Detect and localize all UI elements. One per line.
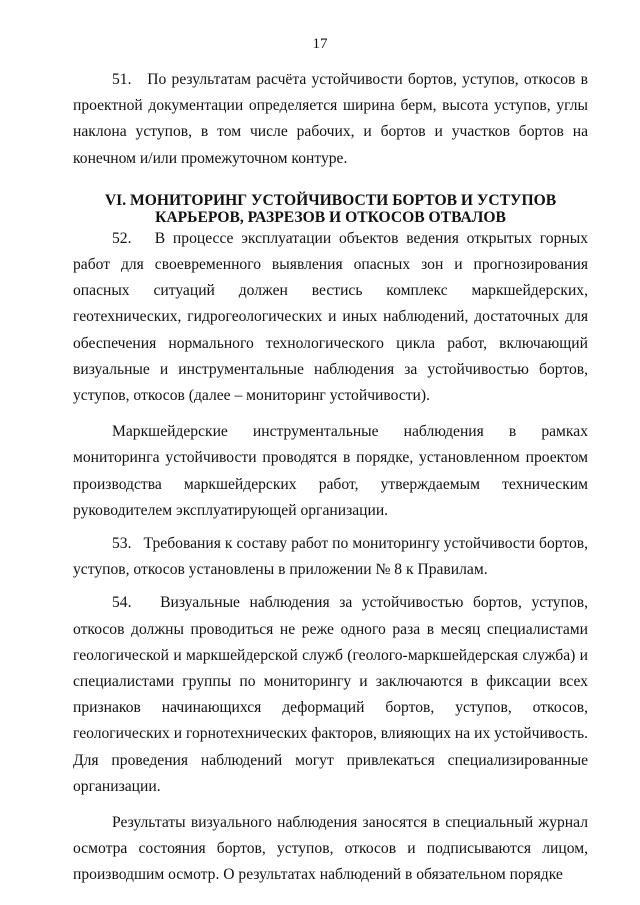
paragraph-54-continued: Результаты визуального наблюдения заносятся в специальный журнал осмотра состояния бортов, уступов, откосов и подписываются лицом, производшим осмотр. О результатах наблюдений в обязательном порядке [73, 814, 588, 884]
paragraph-54: 54. Визуальные наблюдения за устойчивостью бортов, уступов, откосов должны проводиться не реже одного раза в месяц специалистами геологической и маркшейдерской служб (геолого-маркшейдерская служба) и специалистами группы по мониторингу и заключаются в фиксации всех признаков начинающихся деформаций бортов, уступов, откосов, геологических и горнотехнических факторов, влияющих на их устойчивость. Для проведения наблюдений могут привлекаться специализированные организации. [73, 594, 588, 795]
page-number: 17 [312, 36, 328, 52]
section-heading-line-1: VI. МОНИТОРИНГ УСТОЙЧИВОСТИ БОРТОВ И УСТУПОВ [104, 191, 557, 209]
section-heading [73, 192, 588, 226]
paragraph-52-continued: Маркшейдерские инструментальные наблюдения в рамках мониторинга устойчивости проводятся в порядке, установленном проектом производства маркшейдерских работ, утверждаемым техническим руководителем эксплуатирующей организации. [73, 423, 588, 519]
paragraph-52: 52. В процессе эксплуатации объектов ведения открытых горных работ для своевременного выявления опасных зон и прогнозирования опасных ситуаций должен вестись комплекс маркшейдерских, геотехнических, гидрогеологических и иных наблюдений, достаточных для обеспечения нормального технологического цикла работ, включающий визуальные и инструментальные наблюдения за устойчивостью бортов, уступов, откосов (далее – мониторинг устойчивости). [73, 229, 588, 405]
document-body [73, 67, 588, 889]
section-heading-line-2: КАРЬЕРОВ, РАЗРЕЗОВ И ОТКОСОВ ОТВАЛОВ [155, 208, 506, 226]
paragraph-51: 51. По результатам расчёта устойчивости бортов, уступов, откосов в проектной документации определяется ширина берм, высота уступов, углы наклона уступов, в том числе рабочих, и бортов и участков бортов на конечном и/или промежуточном контуре. [73, 71, 588, 167]
paragraph-53: 53. Требования к составу работ по мониторингу устойчивости бортов, уступов, откосов установлены в приложении № 8 к Правилам. [73, 535, 588, 579]
